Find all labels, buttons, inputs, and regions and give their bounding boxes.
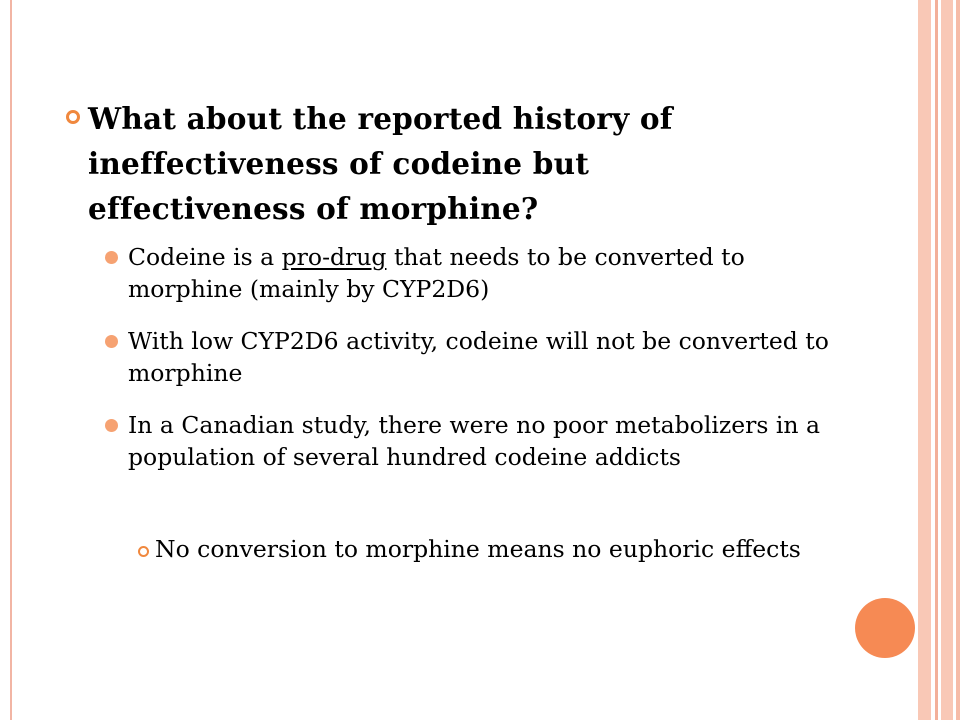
slide-heading: What about the reported history of ineffectiveness of codeine but effectiveness of morphine? (88, 101, 673, 226)
bullet-prodrug-after: that needs to be converted to morphine (mainly by CYP2D6) (128, 243, 745, 303)
decorative-orange-circle (855, 598, 915, 658)
dot-bullet-icon (105, 419, 118, 432)
ring-bullet-icon (66, 110, 80, 124)
bullet-prodrug (128, 241, 848, 305)
sub-bullet-no-conversion: No conversion to morphine means no euphoric effects (155, 535, 801, 563)
bullet-low-activity: With low CYP2D6 activity, codeine will not be converted to morphine (128, 327, 829, 387)
right-stripe-edge (956, 0, 960, 720)
bullet-canadian-study: In a Canadian study, there were no poor metabolizers in a population of several hundred codeine addicts (128, 411, 821, 471)
right-stripe-thin (935, 0, 938, 720)
left-frame-line (10, 0, 12, 720)
right-stripe-wide-2 (941, 0, 953, 720)
ring-bullet-icon (138, 546, 149, 557)
pro-drug-underlined: pro-drug (281, 243, 387, 271)
dot-bullet-icon (105, 335, 118, 348)
bullet-prodrug-before: Codeine is a (128, 243, 282, 271)
dot-bullet-icon (105, 251, 118, 264)
right-stripe-wide (918, 0, 931, 720)
